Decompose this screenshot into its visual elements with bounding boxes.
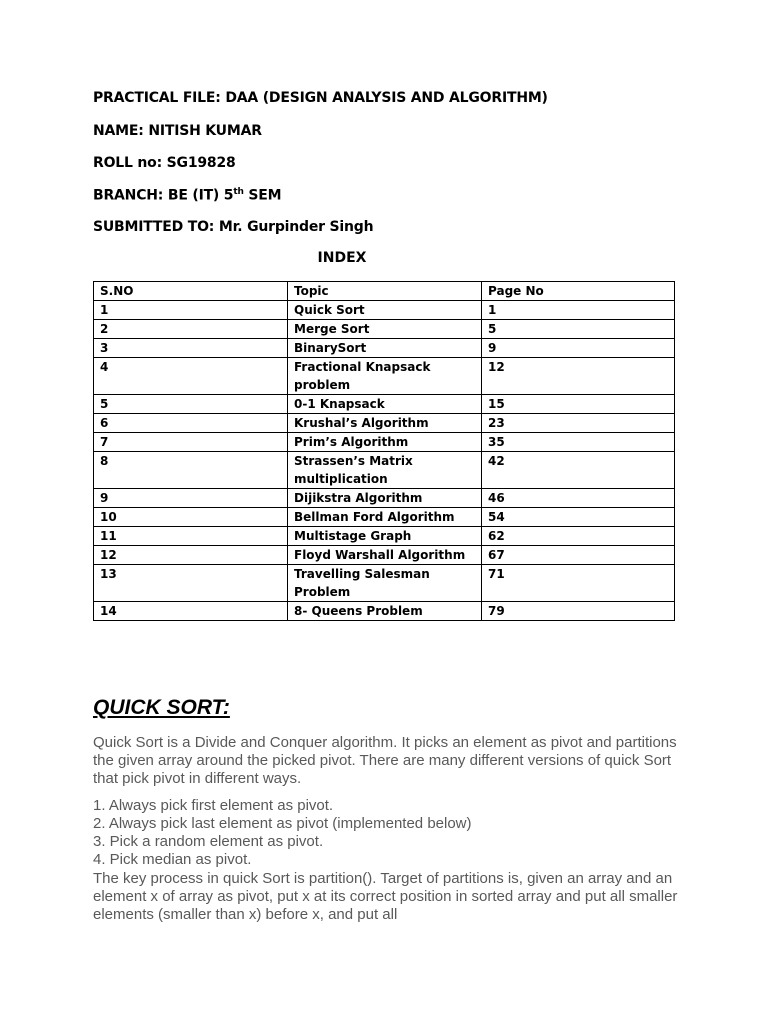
partition-paragraph: The key process in quick Sort is partition(). Target of partitions is, given an array and an element x of array as pivot, put x at its correct position in sorted array and put all smaller elements (smaller than x) before x, and put all (93, 870, 678, 923)
cell-topic: Travelling Salesman Problem (288, 565, 482, 602)
cell-sno: 10 (94, 508, 288, 527)
column-header-page: Page No (482, 282, 675, 301)
table-row (94, 433, 675, 452)
cell-page: 42 (482, 452, 675, 489)
cell-topic: Prim’s Algorithm (288, 433, 482, 452)
column-header-topic: Topic (288, 282, 482, 301)
roll-number-line: ROLL no: SG19828 (93, 155, 236, 171)
table-row (94, 301, 675, 320)
cell-sno: 8 (94, 452, 288, 489)
table-row (94, 320, 675, 339)
cell-sno: 2 (94, 320, 288, 339)
cell-topic: Bellman Ford Algorithm (288, 508, 482, 527)
list-item: 2. Always pick last element as pivot (implemented below) (93, 815, 472, 832)
cell-topic: Dijikstra Algorithm (288, 489, 482, 508)
cell-page: 79 (482, 602, 675, 621)
cell-page: 1 (482, 301, 675, 320)
table-row (94, 358, 675, 395)
cell-page: 9 (482, 339, 675, 358)
table-row (94, 414, 675, 433)
cell-topic: BinarySort (288, 339, 482, 358)
cell-sno: 13 (94, 565, 288, 602)
cell-page: 12 (482, 358, 675, 395)
index-table (93, 281, 675, 621)
table-row (94, 489, 675, 508)
branch-superscript: th (233, 187, 244, 197)
list-item: 1. Always pick first element as pivot. (93, 797, 334, 814)
cell-sno: 7 (94, 433, 288, 452)
cell-page: 67 (482, 546, 675, 565)
index-header-row (94, 282, 675, 301)
cell-topic: Krushal’s Algorithm (288, 414, 482, 433)
table-row (94, 527, 675, 546)
table-row (94, 395, 675, 414)
cell-topic: Multistage Graph (288, 527, 482, 546)
branch-line (93, 187, 281, 204)
cell-sno: 4 (94, 358, 288, 395)
pivot-options-list (93, 797, 693, 869)
table-row (94, 546, 675, 565)
cell-topic: 8- Queens Problem (288, 602, 482, 621)
cell-page: 46 (482, 489, 675, 508)
cell-topic: Floyd Warshall Algorithm (288, 546, 482, 565)
list-item: 3. Pick a random element as pivot. (93, 833, 324, 850)
cell-page: 62 (482, 527, 675, 546)
cell-topic: 0-1 Knapsack (288, 395, 482, 414)
cell-sno: 6 (94, 414, 288, 433)
column-header-sno: S.NO (94, 282, 288, 301)
cell-page: 54 (482, 508, 675, 527)
cell-topic: Quick Sort (288, 301, 482, 320)
branch-suffix: SEM (243, 187, 282, 204)
cell-topic: Merge Sort (288, 320, 482, 339)
cell-sno: 9 (94, 489, 288, 508)
table-row (94, 508, 675, 527)
cell-sno: 11 (94, 527, 288, 546)
table-row (94, 452, 675, 489)
table-row (94, 339, 675, 358)
quick-sort-heading: QUICK SORT: (93, 696, 230, 719)
cell-sno: 5 (94, 395, 288, 414)
list-item: 4. Pick median as pivot. (93, 851, 252, 868)
quick-sort-intro: Quick Sort is a Divide and Conquer algorithm. It picks an element as pivot and partitions the given array around the picked pivot. There are many different versions of quick Sort that pick pivot in different ways. (93, 734, 677, 787)
cell-topic: Fractional Knapsack problem (288, 358, 482, 395)
table-row (94, 602, 675, 621)
cell-sno: 14 (94, 602, 288, 621)
table-row (94, 565, 675, 602)
cell-sno: 12 (94, 546, 288, 565)
cell-page: 35 (482, 433, 675, 452)
cell-topic: Strassen’s Matrix multiplication (288, 452, 482, 489)
practical-file-line: PRACTICAL FILE: DAA (DESIGN ANALYSIS AND ALGORITHM) (93, 90, 548, 106)
branch-text: BRANCH: BE (IT) 5 (93, 187, 234, 204)
index-table-body (94, 301, 675, 621)
submitted-to-line: SUBMITTED TO: Mr. Gurpinder Singh (93, 219, 374, 235)
student-name-line: NAME: NITISH KUMAR (93, 123, 262, 139)
cell-sno: 1 (94, 301, 288, 320)
index-title: INDEX (317, 250, 367, 266)
cell-page: 71 (482, 565, 675, 602)
cell-page: 15 (482, 395, 675, 414)
cell-page: 5 (482, 320, 675, 339)
cell-sno: 3 (94, 339, 288, 358)
cell-page: 23 (482, 414, 675, 433)
